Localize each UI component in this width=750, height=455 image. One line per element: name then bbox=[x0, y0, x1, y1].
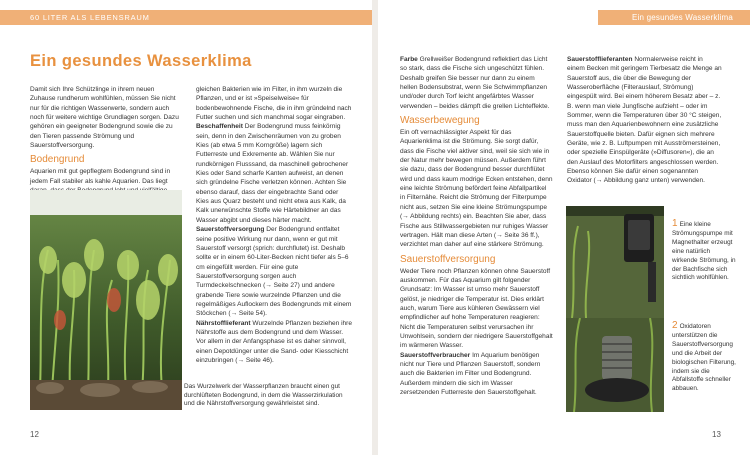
oxidator-photo bbox=[566, 318, 664, 412]
run-in-lieferanten: Sauerstofflieferanten bbox=[567, 56, 633, 63]
running-header-right: Ein gesundes Wasserklima bbox=[598, 10, 750, 25]
farbe-paragraph: Farbe Grellweißer Bodengrund reflektiert das Licht so stark, dass die Fische sich ungeschützt fühlen. Deshalb greifen Sie besser nur dann zu einem hellen Bodensubstrat, wenn Sie Schwimmpflanzen und/oder durch Torf leicht angefärbtes Wasser verwenden – beides dämpft die grellen Lichteffekte. bbox=[400, 56, 550, 110]
page-number-left: 12 bbox=[30, 430, 39, 439]
caption-number-2: 2 bbox=[672, 320, 678, 331]
photo-caption-left: Das Wurzelwerk der Wasserpflanzen braucht einen gut durchlüfteten Bodengrund, in dem die Wasserzirkulation und die Nährstoffversorgung gewährleistet sind. bbox=[184, 383, 343, 408]
run-in-verbraucher: Sauerstoffverbraucher bbox=[400, 351, 471, 359]
lieferanten-paragraph: Sauerstofflieferanten Normalerweise reicht in einem Becken mit geringem Tierbesatz die Menge an Sauerstoff aus, die über die Bewegung der Wasseroberfläche (Filterauslauf, Strömung) eingespült wird. Bei einem höherem Besatz aber – z. B. wenn man viele Jungfische aufzieht – oder im Sommer, wenn die Temperaturen über 30 °C steigen, muss man den Aquarienbewohnern eine zusätzliche Sauerstoffquelle bieten. Dafür eignen sich mehrere Geräte, wie z. B. Luftpumpen mit Ausströmersteinen, oder spezielle Einspülgeräte (»Diffusoren«), die an den Auslauf des Motorfilters angeschlossen werden. Ebenso können Sie dafür einen sogenannten Oxidator (→ Abbildung ganz unten) verwenden. bbox=[567, 56, 722, 185]
page-number-right: 13 bbox=[712, 430, 721, 439]
photo-caption-1: 1 Eine kleine Strömungspumpe mit Magnethalter erzeugt eine natürlich wirkende Strömung, in der Bachfische sich sichtlich wohlfühlen. bbox=[672, 218, 736, 282]
photo-caption-2: 2 Oxidatoren unterstützen die Sauerstoffversorgung und die Arbeit der biologischen Filterung, indem sie die Abfallstoffe schneller abbauen. bbox=[672, 320, 736, 393]
wasserbewegung-paragraph: Ein oft vernachlässigter Aspekt für das Aquarienklima ist die Strömung. Sie sorgt dafür, dass die Fische viel aktiver sind, weil sie sich wie in der Natur mehr bewegen müssen. Außerdem führt sie dazu, dass der Bodengrund besser durchflütet wird und dass kaum modrige Ecken entstehen, denn eine leichte Strömung befördert feine Abfallpartikel in Filternähe. Reicht die Strömung der Filterpumpe nicht aus, setzen Sie eine kleine Strömungspumpe (→ Abbildung rechts) ein. Beachten Sie aber, dass Fische aus Stillwassergebieten nur ruhiges Wasser vertragen. Hält man diese Arten (→ Seite 36 ff.), verzichtet man daher auf eine stärkere Strömung. bbox=[400, 129, 553, 249]
sauerstoff-paragraph: Sauerstoffversorgung Der Bodengrund entfaltet seine positive Wirkung nur dann, wenn er gut mit Sauerstoff versorgt (sprich: durchflutet) ist. Deshalb sollte er in einem 60-Liter-Becken nicht tiefer als 5–6 cm eingefüllt werden. Für eine gute Sauerstoffversorgung sorgen auch Turmdeckelschnecken (→ Seite 27) und andere grabende Tiere sowie wurzelnde Pflanzen und die regelmäßiges Auflockern des Bodengrunds mit einem Stöckchen (→ Seite 54). bbox=[196, 226, 352, 318]
bodengrund-paragraph: Aquarien mit gut gepflegtem Bodengrund sind in jedem Fall stabiler als kahle Aquarien. Das liegt bbox=[30, 168, 171, 185]
intro-paragraph: Damit sich Ihre Schützlinge in ihrem neuen Zuhause rundherum wohlfühlen, müssen Sie nicht nur für die richtigen Wasserwerte, sondern auch noch für weitere wichtige Grundlagen sorgen. Dazu gehören ein geeigneter Bodengrund sowie die zu den Tieren passende Strömung und Sauerstoffversorgung. bbox=[30, 86, 179, 150]
run-in-beschaffenheit: Beschaffenheit bbox=[196, 123, 243, 131]
col2-paragraph-1: gleichen Bakterien wie im Filter, in ihm wurzeln die Pflanzen, und er ist »Speiselweise« für bodenbewohnende Fische, die in ihm gründelnd nach Futter suchen und sich manchmal sogar eingraben. bbox=[196, 86, 352, 122]
beschaffenheit-paragraph: Beschaffenheit Der Bodengrund muss feinkörnig sein, denn in den Zwischenräumen von zu groben Kies (ab etwa 5 mm Korngröße) lagern sich Futterreste und Exkremente ab. Wählen Sie nur rundkörnigen Flusssand, da maschinell gebrochener Kies oder Sand scharfe Kanten aufweist, an denen sich gründelne Fische verletzen können. Achten Sie ebenso darauf, dass der eingebrachte Sand oder Kies aus Quarz besteht und nicht etwa aus Kalk, da Kalk unerwünschte Stoffe wie Härtebildner an das Wasser abgibt und dieses härter macht. bbox=[196, 123, 349, 224]
run-in-sauerstoffversorgung: Sauerstoffversorgung bbox=[196, 226, 265, 234]
caption-number-1: 1 bbox=[672, 218, 678, 229]
column-3 bbox=[400, 55, 553, 397]
heading-bodengrund: Bodengrund bbox=[30, 154, 85, 166]
heading-wasserbewegung: Wasserbewegung bbox=[400, 115, 480, 127]
page-title: Ein gesundes Wasserklima bbox=[30, 52, 252, 70]
stroemungspumpe-photo bbox=[566, 206, 664, 318]
running-header-left: 60 LITER ALS LEBENSRAUM bbox=[0, 10, 372, 25]
column-2 bbox=[196, 85, 352, 365]
verbraucher-paragraph: Sauerstoffverbraucher Im Aquarium benötigen nicht nur Tiere und Pflanzen Sauerstoff, sondern auch die Bakterien im Filter und Bodengrund. Außerdem mindern die sich im Wasser zersetzenden Futterreste den Sauerstoffgehalt. bbox=[400, 351, 541, 396]
run-in-farbe: Farbe bbox=[400, 56, 418, 63]
run-in-naehrstofflieferant: Nährstofflieferant bbox=[196, 319, 251, 327]
naehrstoff-paragraph: Nährstofflieferant Wurzelnde Pflanzen beziehen ihre Nährstoffe aus dem Bodengrund und dem Wasser. Vor allem in der Anfangsphase ist es daher sinnvoll, einen Depotdünger unter die Sand- oder Kiesschicht einzubringen (→ Seite 46). bbox=[196, 319, 353, 364]
column-4 bbox=[567, 55, 722, 186]
column-1 bbox=[30, 85, 180, 205]
aquarium-plants-photo bbox=[30, 190, 182, 410]
heading-sauerstoffversorgung: Sauerstoffversorgung bbox=[400, 253, 496, 265]
sauerstoffversorgung-paragraph: Weder Tiere noch Pflanzen können ohne Sauerstoff auskommen. Für das Aquarium gilt folgender Grundsatz: Im Wasser ist umso mehr Sauerstoff gelöst, je niedriger die Temperatur ist. Dies erklärt auch, warum Tiere aus kühleren Gewässern viel empfindlicher auf hohe Temperaturen reagieren: Nicht die Temperaturen selbst verursachen ihr Unwohlsein, sondern der niedrigere Sauerstoffgehalt im wärmeren Wasser. bbox=[400, 267, 553, 350]
